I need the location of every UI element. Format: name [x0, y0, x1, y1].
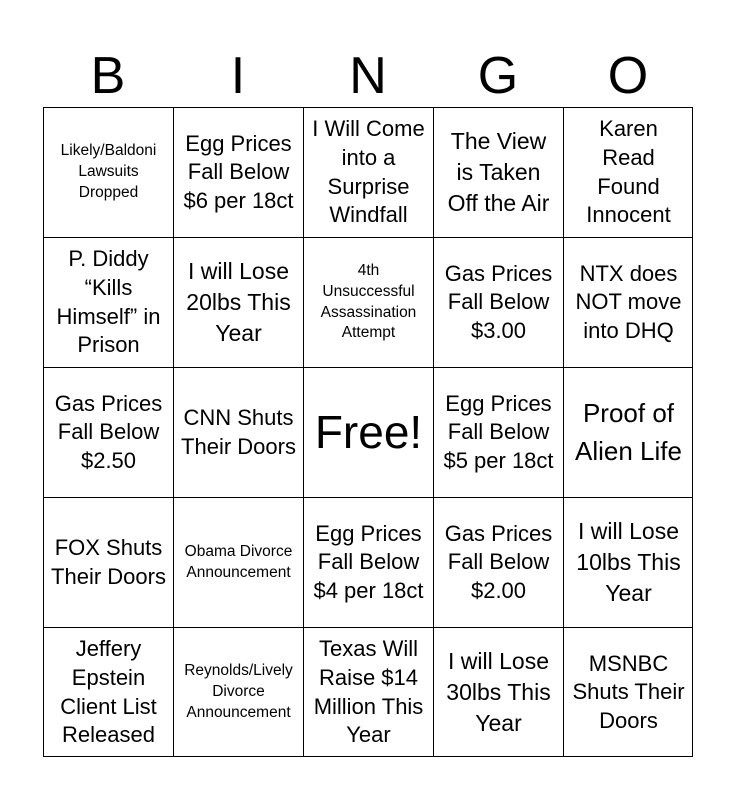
bingo-cell-n2[interactable]	[303, 237, 433, 367]
bingo-cell-g2[interactable]	[433, 237, 563, 367]
bingo-cell-b4[interactable]	[43, 497, 173, 627]
free-space-cell[interactable]	[303, 367, 433, 497]
bingo-cell-o4[interactable]	[563, 497, 693, 627]
cell-label: I will Lose 10lbs This Year	[576, 517, 681, 607]
bingo-cell-g3[interactable]	[433, 367, 563, 497]
cell-label: Reynolds/Lively Divorce Announcement	[184, 662, 293, 721]
header-letter-o: O	[607, 47, 649, 105]
bingo-cell-n4[interactable]	[303, 497, 433, 627]
bingo-cell-g5[interactable]	[433, 627, 563, 757]
bingo-cell-b1[interactable]	[43, 107, 173, 237]
bingo-cell-b5[interactable]	[43, 627, 173, 757]
free-space-label: Free!	[314, 405, 423, 458]
header-letter-g: G	[477, 47, 519, 105]
bingo-cell-i2[interactable]	[173, 237, 303, 367]
cell-label: I will Lose 20lbs This Year	[186, 257, 291, 347]
cell-label: Texas Will Raise $14 Million This Year	[313, 636, 424, 748]
bingo-cell-i1[interactable]	[173, 107, 303, 237]
bingo-board	[43, 107, 693, 757]
cell-label: FOX Shuts Their Doors	[51, 534, 166, 589]
bingo-cell-o2[interactable]	[563, 237, 693, 367]
header-letter-i: I	[230, 47, 246, 105]
header-letter-n: N	[349, 47, 387, 105]
bingo-cell-o1[interactable]	[563, 107, 693, 237]
cell-label: I will Lose 30lbs This Year	[446, 647, 551, 737]
cell-label: Egg Prices Fall Below $6 per 18ct	[183, 130, 294, 213]
cell-label: MSNBC Shuts Their Doors	[572, 650, 685, 733]
bingo-cell-n5[interactable]	[303, 627, 433, 757]
cell-label: Gas Prices Fall Below $2.50	[54, 390, 163, 473]
cell-label: P. Diddy “Kills Himself” in Prison	[56, 246, 161, 358]
bingo-cell-g4[interactable]	[433, 497, 563, 627]
bingo-cell-i3[interactable]	[173, 367, 303, 497]
cell-label: Gas Prices Fall Below $3.00	[444, 260, 553, 343]
header-letter-b: B	[90, 47, 126, 105]
bingo-header	[43, 44, 693, 108]
cell-label: Obama Divorce Announcement	[184, 542, 293, 581]
cell-label: Gas Prices Fall Below $2.00	[444, 520, 553, 603]
cell-label: Egg Prices Fall Below $5 per 18ct	[443, 390, 554, 473]
cell-label: Likely/Baldoni Lawsuits Dropped	[60, 142, 157, 201]
bingo-cell-o5[interactable]	[563, 627, 693, 757]
cell-label: Karen Read Found Innocent	[586, 116, 671, 228]
cell-label: 4th Unsuccessful Assassination Attempt	[320, 261, 417, 342]
bingo-cell-b2[interactable]	[43, 237, 173, 367]
cell-label: Proof of Alien Life	[575, 397, 682, 466]
bingo-cell-o3[interactable]	[563, 367, 693, 497]
cell-label: NTX does NOT move into DHQ	[575, 260, 682, 343]
bingo-cell-i5[interactable]	[173, 627, 303, 757]
cell-label: The View is Taken Off the Air	[447, 127, 550, 217]
bingo-cell-n1[interactable]	[303, 107, 433, 237]
bingo-cell-g1[interactable]	[433, 107, 563, 237]
cell-label: Egg Prices Fall Below $4 per 18ct	[313, 520, 424, 603]
cell-label: Jeffery Epstein Client List Released	[60, 636, 157, 748]
bingo-cell-i4[interactable]	[173, 497, 303, 627]
cell-label: CNN Shuts Their Doors	[181, 404, 296, 459]
bingo-cell-b3[interactable]	[43, 367, 173, 497]
cell-label: I Will Come into a Surprise Windfall	[312, 116, 425, 228]
